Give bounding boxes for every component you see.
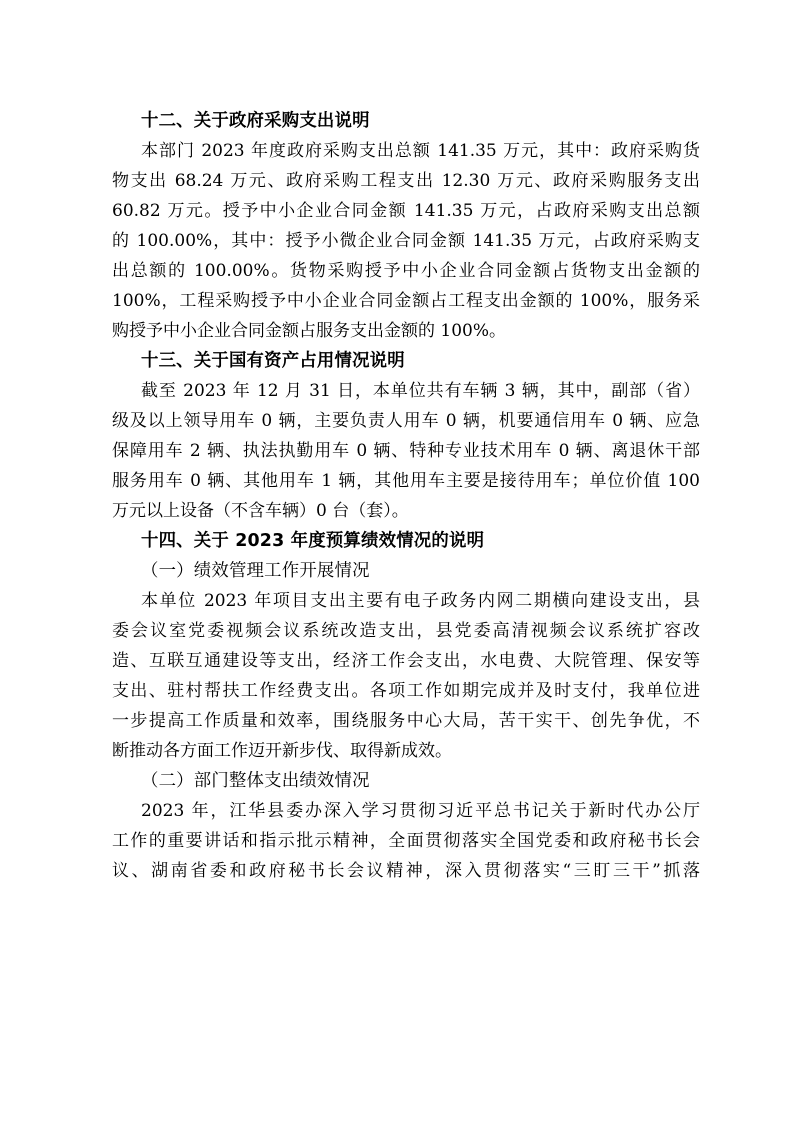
paragraph-line: 断推动各方面工作迈开新步伐、取得新成效。 (112, 741, 452, 761)
paragraph-line: 委会议室党委视频会议系统改造支出，县党委高清视频会议系统扩容改 (112, 621, 700, 641)
section-14-sub2-heading: （二）部门整体支出绩效情况 (141, 771, 370, 791)
paragraph-line: 万元以上设备（不含车辆）0 台（套）。 (112, 501, 409, 521)
section-12-heading: 十二、关于政府采购支出说明 (141, 111, 370, 131)
paragraph-line: 保障用车 2 辆、执法执勤用车 0 辆、特种专业技术用车 0 辆、离退休干部 (112, 441, 700, 461)
section-13-paragraph (112, 376, 700, 526)
paragraph-line: 60.82 万元。授予中小企业合同金额 141.35 万元，占政府采购支出总额 (112, 201, 700, 221)
section-14-sub1-heading: （一）绩效管理工作开展情况 (141, 561, 370, 581)
paragraph-line: 的 100.00%，其中：授予小微企业合同金额 141.35 万元，占政府采购支 (112, 231, 700, 251)
paragraph-line: 服务用车 0 辆、其他用车 1 辆，其他用车主要是接待用车；单位价值 100 (112, 471, 700, 491)
paragraph-line: 本部门 2023 年度政府采购支出总额 141.35 万元，其中：政府采购货 (141, 141, 700, 161)
section-14-sub1-paragraph (112, 586, 700, 766)
section-14-sub2-paragraph (112, 796, 700, 886)
paragraph-line: 2023 年，江华县委办深入学习贯彻习近平总书记关于新时代办公厅 (141, 801, 700, 821)
paragraph-line: 议、湖南省委和政府秘书长会议精神，深入贯彻落实“三盯三干”抓落 (112, 861, 700, 881)
section-13-heading: 十三、关于国有资产占用情况说明 (141, 351, 405, 371)
paragraph-line: 物支出 68.24 万元、政府采购工程支出 12.30 万元、政府采购服务支出 (112, 171, 700, 191)
paragraph-line: 100%，工程采购授予中小企业合同金额占工程支出金额的 100%，服务采 (112, 291, 700, 311)
paragraph-line: 本单位 2023 年项目支出主要有电子政务内网二期横向建设支出，县 (141, 591, 700, 611)
section-12-paragraph (112, 136, 700, 346)
paragraph-line: 造、互联互通建设等支出，经济工作会支出，水电费、大院管理、保安等 (112, 651, 700, 671)
section-14-heading: 十四、关于 2023 年度预算绩效情况的说明 (141, 531, 485, 551)
paragraph-line: 工作的重要讲话和指示批示精神，全面贯彻落实全国党委和政府秘书长会 (112, 831, 700, 851)
paragraph-line: 级及以上领导用车 0 辆，主要负责人用车 0 辆，机要通信用车 0 辆、应急 (112, 411, 700, 431)
document-body (112, 106, 700, 886)
paragraph-line: 截至 2023 年 12 月 31 日，本单位共有车辆 3 辆，其中，副部（省） (141, 381, 700, 401)
paragraph-line: 一步提高工作质量和效率，围绕服务中心大局，苦干实干、创先争优，不 (112, 711, 700, 731)
paragraph-line: 购授予中小企业合同金额占服务支出金额的 100%。 (112, 321, 507, 341)
paragraph-line: 支出、驻村帮扶工作经费支出。各项工作如期完成并及时支付，我单位进 (112, 681, 700, 701)
paragraph-line: 出总额的 100.00%。货物采购授予中小企业合同金额占货物支出金额的 (112, 261, 700, 281)
